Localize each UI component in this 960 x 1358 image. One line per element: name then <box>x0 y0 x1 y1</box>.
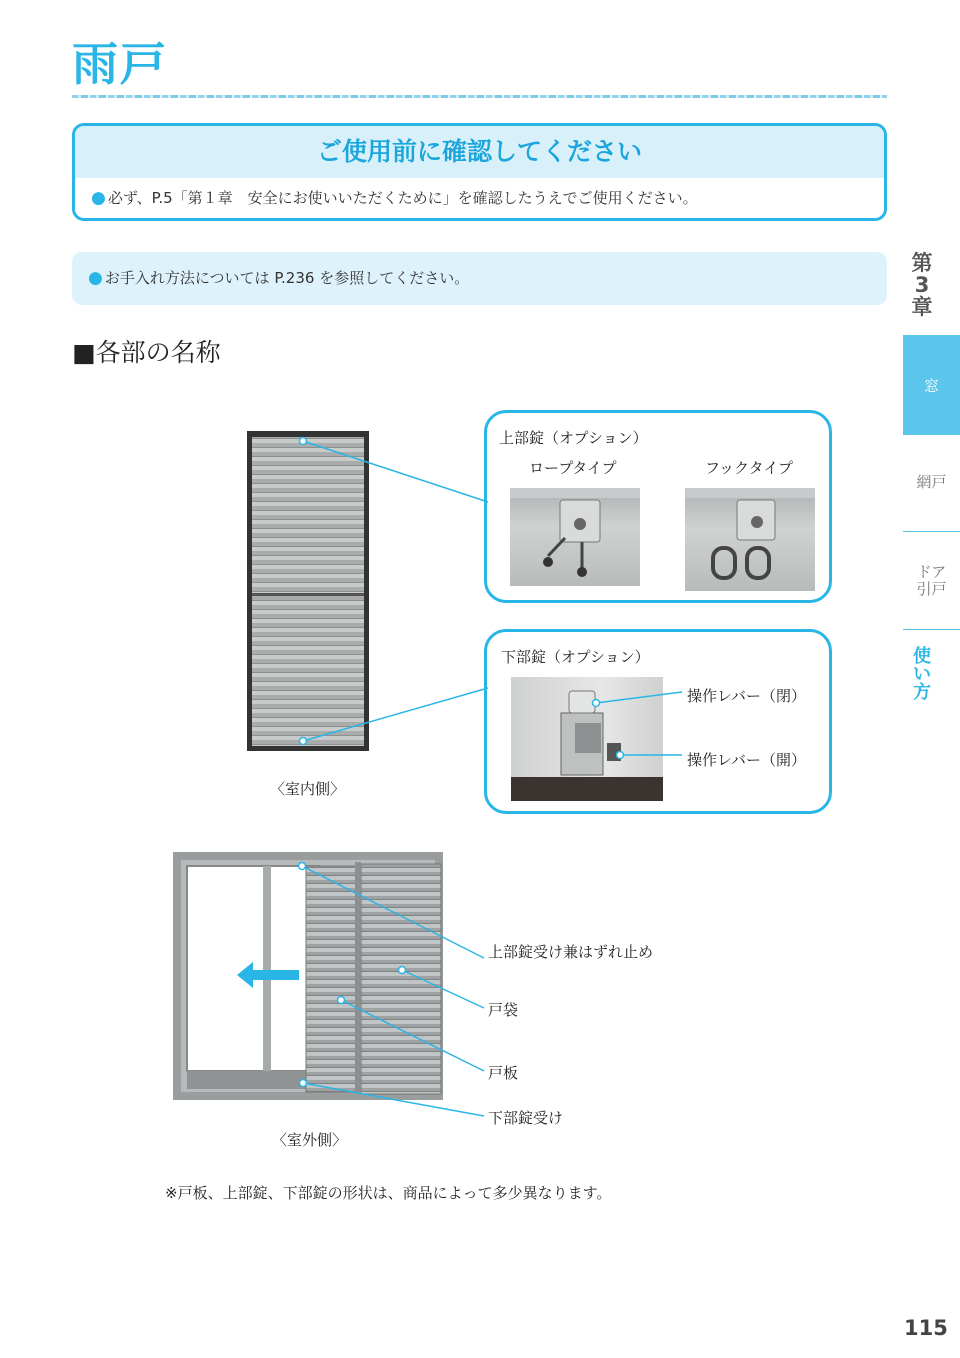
shutter-box-label: 戸袋 <box>488 1001 519 1019</box>
tab-screen-label: 網戸 <box>916 473 947 491</box>
page-title: 雨戸 <box>72 37 168 91</box>
confirm-heading: ご使用前に確認してください <box>75 126 884 178</box>
shape-difference-note: ※戸板、上部錠、下部錠の形状は、商品によって多少異なります。 <box>165 1184 612 1202</box>
top-lock-receiver-label: 上部錠受け兼はずれ止め <box>488 943 654 961</box>
bottom-lock-receiver-label: 下部錠受け <box>488 1109 564 1127</box>
lever-open-label: 操作レバー（開） <box>687 751 806 769</box>
tab-howto-char-2: い <box>913 664 931 685</box>
lever-closed-label: 操作レバー（閉） <box>687 687 806 705</box>
indoor-caption: 〈室内側〉 <box>270 780 346 798</box>
confirm-text: 必ず、P.5「第１章 安全にお使いいただくために」を確認したうえでご使用ください。 <box>107 189 698 207</box>
top-lock-title: 上部錠（オプション） <box>499 429 648 447</box>
hook-type-label: フックタイプ <box>705 459 793 477</box>
bullet-icon: ● <box>88 268 103 288</box>
outdoor-caption: 〈室外側〉 <box>272 1131 348 1149</box>
tab-howto-char-1: 使 <box>913 646 931 667</box>
section-title: ■各部の名称 <box>72 338 221 367</box>
care-note-text: お手入れ方法については P.236 を参照してください。 <box>104 269 470 287</box>
bullet-icon: ● <box>91 188 106 208</box>
panel-label: 戸板 <box>488 1064 519 1082</box>
bottom-lock-title: 下部錠（オプション） <box>501 648 650 666</box>
tab-door-label-1: ドア <box>916 563 947 581</box>
chapter-suffix: 章 <box>911 295 933 319</box>
chapter-prefix: 第 <box>911 251 933 275</box>
tab-howto-char-3: 方 <box>913 682 931 703</box>
tab-window-label: 窓 <box>923 376 939 395</box>
rope-type-label: ロープタイプ <box>529 459 617 477</box>
chapter-number: 3 <box>914 273 930 297</box>
tab-door-label-2: 引戸 <box>916 580 947 598</box>
page-number: 115 <box>904 1316 948 1340</box>
